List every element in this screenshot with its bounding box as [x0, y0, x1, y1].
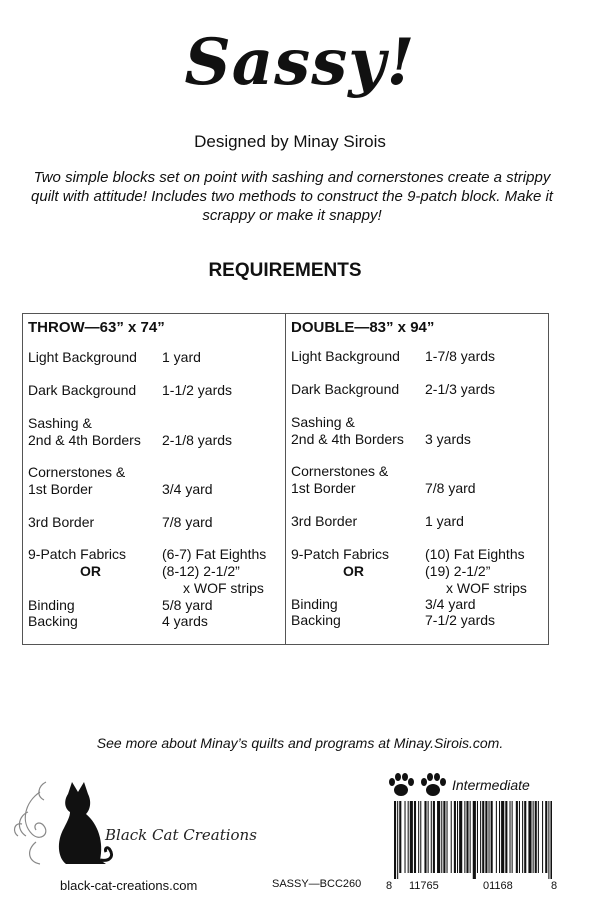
barcode-bar — [519, 801, 520, 873]
fabric-label — [291, 463, 426, 497]
fabric-label: Dark Background — [291, 381, 400, 397]
or-label: OR — [343, 563, 364, 579]
pattern-title: Sassy! — [184, 25, 416, 100]
barcode-bar — [457, 801, 458, 873]
fabric-amount: 3/4 yard — [162, 481, 213, 497]
barcode-bar — [512, 801, 513, 873]
fabric-amount: 1 yard — [425, 513, 464, 529]
barcode-bar — [482, 801, 484, 873]
fabric-amount-line: (19) 2-1/2” — [425, 563, 491, 579]
barcode-bar — [496, 801, 497, 873]
fabric-label-line: 2nd & 4th Borders — [291, 431, 404, 447]
barcode-bar — [542, 801, 543, 873]
throw-heading: THROW—63” x 74” — [28, 319, 165, 336]
barcode-icon — [394, 801, 552, 879]
fabric-amount-line: (10) Fat Eighths — [425, 546, 525, 562]
fabric-label: Backing — [291, 612, 341, 628]
fabric-amount-line: x WOF strips — [183, 580, 264, 596]
barcode-bar — [545, 801, 547, 873]
barcode-bar — [451, 801, 452, 873]
fabric-label-line: 1st Border — [28, 481, 93, 497]
fabric-label — [28, 546, 163, 580]
barcode-bar — [535, 801, 537, 873]
barcode-bar — [538, 801, 539, 873]
fabric-label — [291, 546, 426, 580]
barcode-bar — [466, 801, 468, 873]
barcode-bar — [405, 801, 406, 873]
barcode-bar — [428, 801, 429, 873]
barcode-bar — [505, 801, 507, 873]
fabric-label: Backing — [28, 613, 78, 629]
flourish-icon — [15, 782, 46, 864]
fabric-label-line: Cornerstones & — [28, 464, 126, 480]
fabric-label-line: 1st Border — [291, 480, 356, 496]
skill-level: Intermediate — [452, 777, 530, 793]
barcode-bar — [516, 801, 518, 873]
fabric-amount — [425, 546, 527, 597]
fabric-amount: 7-1/2 yards — [425, 612, 496, 628]
fabric-label: 3rd Border — [28, 514, 95, 530]
fabric-label-line: 9-Patch Fabrics — [28, 546, 127, 562]
paw-print-icon — [389, 773, 414, 796]
fabric-amount: 7/8 yard — [425, 480, 476, 496]
barcode-bar — [499, 801, 500, 873]
fabric-amount: 3 yards — [425, 431, 471, 447]
barcode-bar — [414, 801, 416, 873]
fabric-label-line: Sashing & — [291, 414, 355, 430]
barcode-bar — [399, 801, 401, 873]
paw-print-icon — [421, 773, 446, 796]
fabric-amount: 3/4 yard — [425, 596, 476, 612]
barcode-bar — [394, 801, 396, 879]
barcode-bar — [431, 801, 432, 873]
fabric-label-line: Cornerstones & — [291, 463, 389, 479]
barcode-bar — [480, 801, 481, 873]
fabric-amount: 1-1/2 yards — [162, 382, 233, 398]
fabric-label-line: 2nd & 4th Borders — [28, 432, 141, 448]
fabric-amount: 1-7/8 yards — [425, 348, 496, 364]
fabric-amount: 2-1/8 yards — [162, 432, 233, 448]
barcode-bar — [437, 801, 440, 873]
barcode-bar — [418, 801, 419, 873]
fabric-label: Binding — [28, 597, 75, 613]
double-column — [286, 314, 549, 644]
fabric-label-line: 9-Patch Fabrics — [291, 546, 390, 562]
barcode-bar — [447, 801, 448, 873]
barcode-bar — [410, 801, 413, 873]
barcode-bar — [454, 801, 456, 873]
barcode-bar — [524, 801, 526, 873]
fabric-label — [28, 464, 163, 498]
barcode-bar — [533, 801, 534, 873]
fabric-label-line: Sashing & — [28, 415, 92, 431]
fabric-label: Light Background — [291, 348, 400, 364]
fabric-amount-line: (8-12) 2-1/2” — [162, 563, 240, 579]
barcode-bar — [397, 801, 398, 879]
see-more-text: See more about Minay’s quilts and programs at Minay.Sirois.com. — [96, 735, 504, 751]
barcode-bar — [491, 801, 493, 873]
barcode-bar — [501, 801, 504, 873]
fabric-amount: 5/8 yard — [162, 597, 213, 613]
barcode-digit: 8 — [386, 880, 393, 892]
brand-website: black-cat-creations.com — [60, 878, 198, 893]
barcode-bar — [441, 801, 442, 873]
or-label: OR — [80, 563, 101, 579]
product-sku: SASSY—BCC260 — [272, 878, 362, 890]
fabric-label — [28, 415, 163, 449]
barcode-bar — [424, 801, 426, 873]
black-cat-logo — [10, 772, 260, 872]
barcode-bar — [477, 801, 478, 873]
fabric-amount: 4 yards — [162, 613, 208, 629]
fabric-label — [291, 414, 426, 448]
barcode-bar — [420, 801, 421, 873]
brand-name: Black Cat Creations — [105, 826, 257, 844]
barcode-bar — [473, 801, 476, 879]
barcode-bar — [443, 801, 445, 873]
barcode-bar — [459, 801, 462, 873]
fabric-label: Binding — [291, 596, 338, 612]
barcode-bar — [433, 801, 435, 873]
barcode-bar — [528, 801, 531, 873]
cat-silhouette-icon — [59, 782, 112, 864]
barcode-bar — [408, 801, 409, 873]
fabric-amount — [162, 546, 266, 597]
fabric-label: Light Background — [28, 349, 137, 365]
throw-column — [23, 314, 285, 644]
fabric-amount-line: (6-7) Fat Eighths — [162, 546, 267, 562]
fabric-amount: 2-1/3 yards — [425, 381, 496, 397]
barcode-bar — [548, 801, 549, 879]
barcode-digit: 8 — [551, 880, 558, 892]
pattern-description: Two simple blocks set on point with sashing and cornerstones create a strippy quilt with attitude! Includes two methods to construct the 9-patch block. Make it scrappy or make it snappy! — [31, 169, 553, 224]
barcode-bar — [550, 801, 552, 879]
barcode-digit: 01168 — [483, 880, 513, 892]
barcode-digit: 11765 — [409, 880, 439, 892]
barcode-bar — [510, 801, 511, 873]
fabric-amount-line: x WOF strips — [446, 580, 527, 596]
requirements-heading: REQUIREMENTS — [208, 260, 362, 281]
fabric-amount: 1 yard — [162, 349, 201, 365]
barcode-bar — [522, 801, 523, 873]
requirements-table — [22, 313, 549, 645]
fabric-amount: 7/8 yard — [162, 514, 213, 530]
barcode-bar — [470, 801, 471, 873]
barcode-bar — [485, 801, 487, 873]
barcode-bar — [489, 801, 490, 873]
double-heading: DOUBLE—83” x 94” — [291, 319, 435, 336]
barcode-bar — [464, 801, 465, 873]
paw-rating — [387, 772, 449, 798]
designer-credit: Designed by Minay Sirois — [194, 132, 386, 151]
fabric-label: Dark Background — [28, 382, 137, 398]
fabric-label: 3rd Border — [291, 513, 358, 529]
